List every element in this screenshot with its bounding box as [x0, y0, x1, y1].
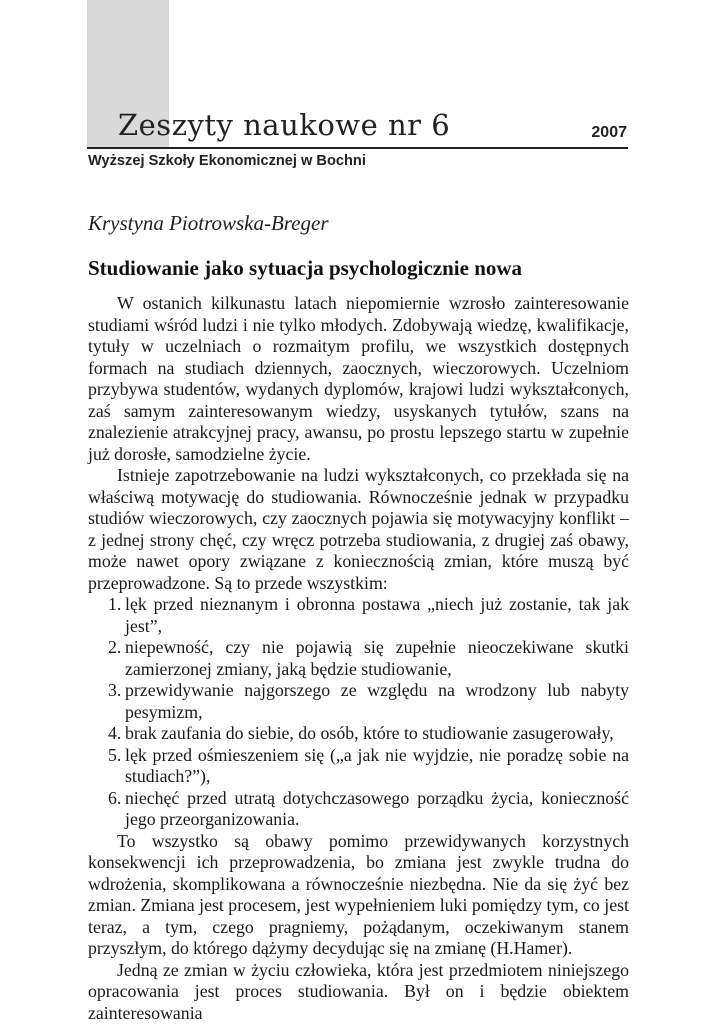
list-item-text: niepewność, czy nie pojawią się zupełnie nieoczekiwane skutki zamierzonej zmiany, jaką będzie studiowanie, — [125, 637, 629, 679]
list-item-text: przewidywanie najgorszego ze względu na wrodzony lub nabyty pesymizm, — [125, 680, 629, 722]
paragraph: W ostanich kilkunastu latach niepomiernie wzrosło zainteresowanie studiami wśród ludzi i nie tylko młodych. Zdobywają wiedzę, kwalifikacje, tytuły w uczelniach o rozmaitym profilu, we wszystkich dostępnych formach na studiach dziennych, zaocznych, wieczorowych. Uczelniom przybywa studentów, wydanych dyplomów, krajowi ludzi wykształconych, zaś samym zainteresowanym wiedzy, usyskanych tytułów, szans na znalezienie atrakcyjnej pracy, awansu, po prostu lepszego startu w zupełnie już dorosłe, samodzielne życie. — [88, 293, 629, 464]
concerns-list — [88, 594, 629, 831]
article-body — [88, 293, 629, 1024]
journal-title: Zeszyty naukowe nr 6 — [118, 108, 451, 142]
list-item-number: 3. — [108, 680, 122, 700]
list-item — [88, 745, 629, 788]
list-item — [88, 594, 629, 637]
list-item-number: 5. — [108, 744, 122, 765]
list-item — [88, 788, 629, 831]
article-author: Krystyna Piotrowska-Breger — [88, 211, 329, 235]
list-item — [88, 637, 629, 680]
list-item-number: 2. — [108, 637, 122, 657]
paragraph: To wszystko są obawy pomimo przewidywanych korzystnych konsekwencji ich przeprowadzenia, bo zmiana jest zwykle trudna do wdrożenia, skomplikowana a równocześnie niezbędna. Nie da się żyć bez zmian. Zmiana jest procesem, jest wypełnieniem luki pomiędzy tym, co jest teraz, a tym, czego pragniemy, pożądanym, oczekiwanym stanem przyszłym, do którego dążymy decydując się na zmianę (H.Hamer). — [88, 830, 629, 958]
list-item-number: 4. — [108, 723, 122, 743]
list-item — [88, 680, 629, 723]
list-item-text: lęk przed ośmieszeniem się („a jak nie wyjdzie, nie poradzę sobie na studiach?”), — [125, 744, 629, 786]
header-divider — [87, 147, 628, 149]
list-item-number: 1. — [108, 594, 122, 614]
list-item — [88, 723, 629, 745]
list-item-text: lęk przed nieznanym i obronna postawa „niech już zostanie, tak jak jest”, — [125, 594, 629, 636]
paragraph: Jedną ze zmian w życiu człowieka, która jest przedmiotem niniejszego opracowania jest proces studiowania. Był on i będzie obiektem zainteresowania — [88, 959, 629, 1023]
paragraph: Istnieje zapotrzebowanie na ludzi wykształconych, co przekłada się na właściwą motywację do studiowania. Równocześnie jednak w przypadku studiów wieczorowych, czy zaocznych pojawia się motywacyjny konflikt – z jednej strony chęć, czy wręcz potrzeba studiowania, z drugiej zaś obawy, może nawet opory związane z koniecznością zmian, które muszą być przeprowadzone. Są to przede wszystkim: — [88, 465, 629, 593]
list-item-text: niechęć przed utratą dotychczasowego porządku życia, konieczność jego przeorganizowania. — [125, 787, 629, 829]
institution-name: Wyższej Szkoły Ekonomicznej w Bochni — [88, 153, 366, 169]
publication-year: 2007 — [591, 124, 627, 141]
article-title: Studiowanie jako sytuacja psychologicznie nowa — [88, 256, 523, 280]
list-item-number: 6. — [108, 787, 122, 808]
list-item-text: brak zaufania do siebie, do osób, które to studiowanie zasugerowały, — [125, 723, 614, 743]
